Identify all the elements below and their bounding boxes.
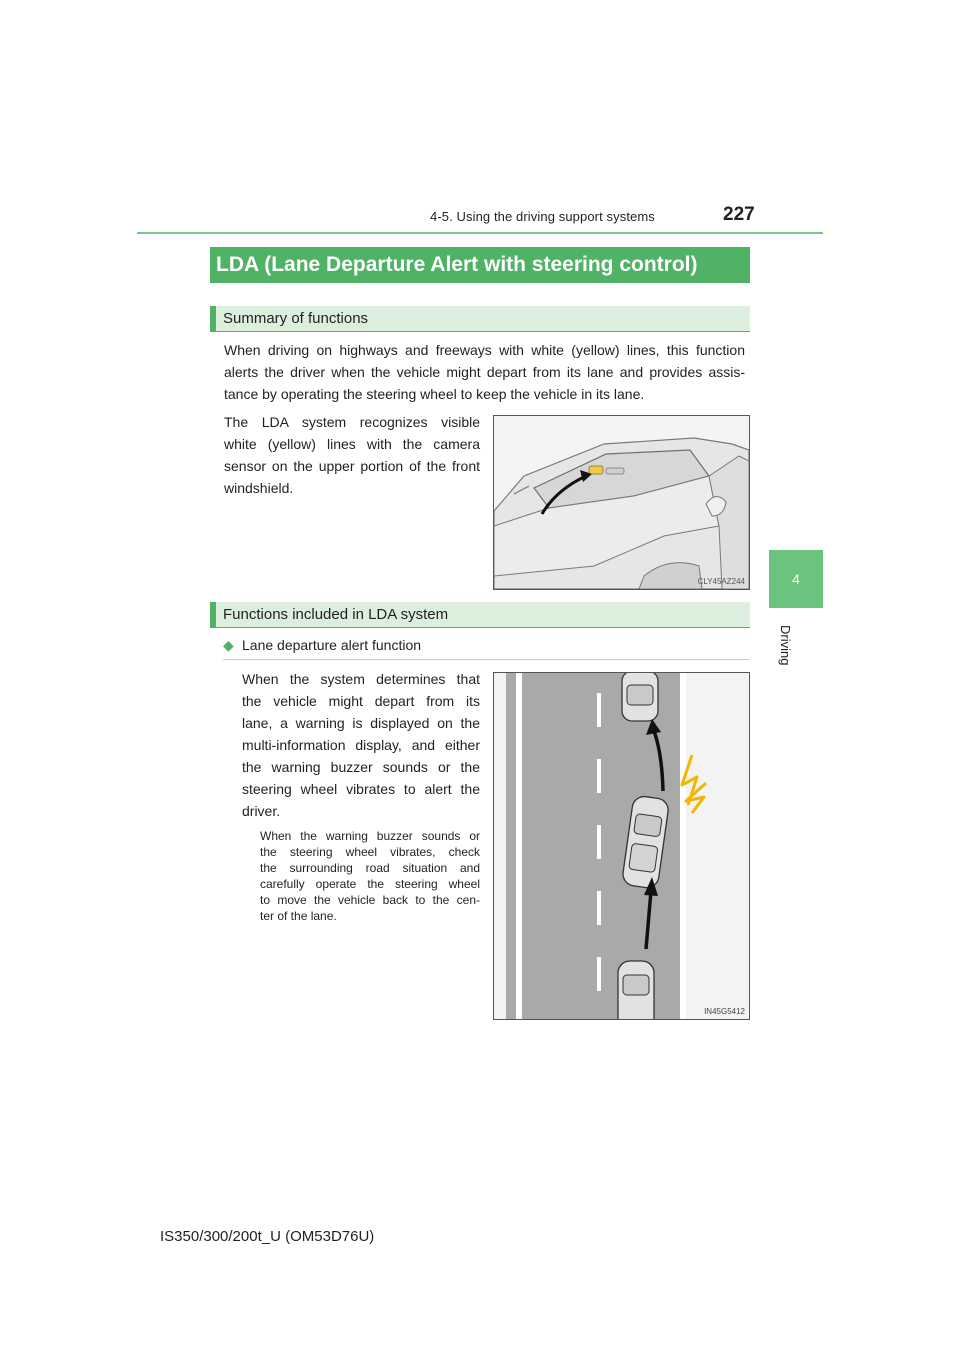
camera-line: white (yellow) lines with the camera <box>224 436 480 452</box>
camera-line: The LDA system recognizes visible <box>224 414 480 430</box>
diamond-bullet-icon: ◆ <box>223 637 234 653</box>
page-number: 227 <box>723 204 755 225</box>
windshield-camera-figure <box>493 415 750 590</box>
function-note <box>260 828 480 924</box>
description-line: the vehicle might depart from its <box>242 693 480 709</box>
summary-line-2: alerts the driver when the vehicle might depart from its lane and provides assis- <box>224 364 745 380</box>
camera-line: windshield. <box>224 480 294 496</box>
function-title: Lane departure alert function <box>242 637 422 653</box>
summary-heading: Summary of functions <box>210 306 750 332</box>
lane-departure-illustration <box>494 673 749 1019</box>
functions-heading: Functions included in LDA system <box>210 602 750 628</box>
description-line: multi-information display, and either <box>242 737 480 753</box>
figure-code: IN45G5412 <box>704 1007 745 1016</box>
function-divider <box>223 659 750 660</box>
summary-line-1: When driving on highways and freeways with white (yellow) lines, this function <box>224 342 745 358</box>
car-windshield-illustration <box>494 416 749 589</box>
note-line: ter of the lane. <box>260 909 337 923</box>
car-bottom <box>618 961 654 1019</box>
header-divider <box>137 232 823 234</box>
lane-departure-figure <box>493 672 750 1020</box>
description-line: driver. <box>242 803 281 819</box>
function-description <box>242 668 480 822</box>
summary-line-3: tance by operating the steering wheel to keep the vehicle in its lane. <box>224 386 645 402</box>
camera-line: sensor on the upper portion of the front <box>224 458 480 474</box>
description-line: the warning buzzer sounds or the <box>242 759 480 775</box>
figure-code: CLY45AZ244 <box>697 577 745 586</box>
car-top <box>622 673 658 721</box>
note-line: the steering wheel vibrates, check <box>260 845 480 859</box>
camera-paragraph <box>224 411 480 499</box>
model-footer: IS350/300/200t_U (OM53D76U) <box>160 1228 375 1245</box>
note-line: carefully operate the steering wheel <box>260 877 480 891</box>
section-title: LDA (Lane Departure Alert with steering control) <box>210 247 750 283</box>
note-line: the surrounding road situation and <box>260 861 480 875</box>
note-line: to move the vehicle back to the cen- <box>260 893 480 907</box>
chapter-tab-number: 4 <box>769 550 823 608</box>
description-line: When the system determines that <box>242 671 480 687</box>
running-header: 4-5. Using the driving support systems <box>430 209 655 224</box>
chapter-tab-label: Driving <box>778 625 793 666</box>
note-line: When the warning buzzer sounds or <box>260 829 480 843</box>
description-line: steering wheel vibrates to alert the <box>242 781 480 797</box>
description-line: lane, a warning is displayed on the <box>242 715 480 731</box>
